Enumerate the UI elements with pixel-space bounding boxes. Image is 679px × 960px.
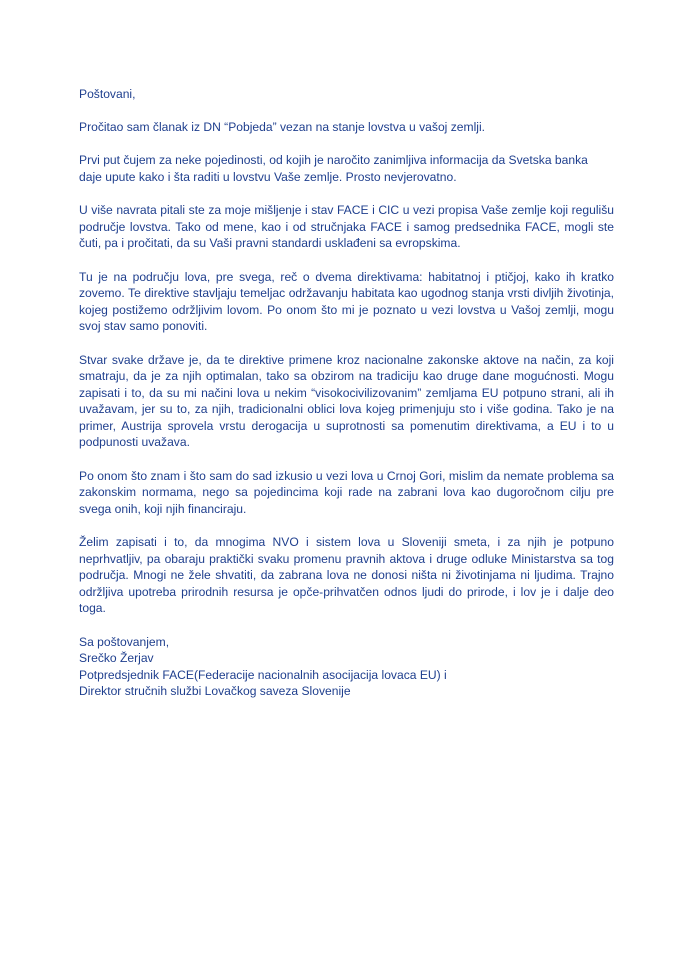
signer-title-2: Direktor stručnih službi Lovačkog saveza Slovenije [79, 684, 351, 699]
paragraph-3: U više navrata pitali ste za moje mišljenje i stav FACE i CIC u vezi propisa Vaše zemlje koji regulišu područje lovstva. Tako od mene, kao i od stručnjaka FACE i samog predsednika FACE, mogli ste čuti, pa i pročitati, da su Vaši pravni standardi usklađeni sa evropskima. [79, 203, 614, 251]
paragraph-2: Prvi put čujem za neke pojedinosti, od kojih je naročito zanimljiva informacija da Svetska banka daje upute kako i šta raditi u lovstvu Vaše zemlje. Prosto nevjerovatno. [79, 153, 588, 184]
signer-title-1: Potpredsjednik FACE(Federacije nacionalnih asocijacija lovaca EU) i [79, 667, 447, 682]
paragraph-5: Stvar svake države je, da te direktive primene kroz nacionalne zakonske aktove na način, za koji smatraju, da je za njih optimalan, tako sa obzirom na tradiciju kao druge dane mogućnosti. Mogu zapisati i to, da su mi načini lova u nekim “visokocivilizovanim” zemljama EU potpuno strani, ali ih uvažavam, jer su to, za njih, tradicionalni oblici lova kojeg primenjuju sto i više godina. Tako je na primer, Austrija sprovela vrstu derogacija u suprotnosti sa pomenutim direktivama, a EU i to u podpunosti uvažava. [79, 352, 614, 450]
paragraph-1: Pročitao sam članak iz DN “Pobjeda” vezan na stanje lovstva u vašoj zemlji. [79, 120, 485, 135]
paragraph-7: Želim zapisati i to, da mnogima NVO i sistem lova u Sloveniji smeta, i za njih je potpuno neprhvatljiv, pa obaraju praktički svaku promenu pravnih aktova i druge odluke Ministarstva sa tog područja. Mnogi ne žele shvatiti, da zabrana lova ne donosi ništa ni životinjama ni ljudima. Trajno održljiva upotreba prirodnih resursa je opče-prihvatčen odnos ljudi do prirode, i lov je i dalje deo toga. [79, 535, 614, 616]
greeting: Poštovani, [79, 87, 136, 101]
letter-body [79, 86, 614, 700]
signer-name: Srečko Žerjav [79, 651, 154, 666]
signature-block [79, 634, 614, 700]
paragraph-6: Po onom što znam i što sam do sad izkusio u vezi lova u Crnoj Gori, mislim da nemate problema sa zakonskim normama, nego sa pojedincima koji rade na zabrani lova kao dugoročnom cilju pre svega onih, koji njih financiraju. [79, 468, 614, 516]
paragraph-4: Tu je na području lova, pre svega, reč o dvema direktivama: habitatnoj i ptičjoj, kako ih kratko zovemo. Te direktive stavljaju temeljac održavanju habitata kao ugodnog stanja vrsti divljih životinja, kojeg postižemo održljivim lovom. Po onom što mi je poznato u vezi lovstva u Vašoj zemlji, mogu svoj stav samo ponoviti. [79, 269, 614, 334]
closing: Sa poštovanjem, [79, 634, 170, 649]
